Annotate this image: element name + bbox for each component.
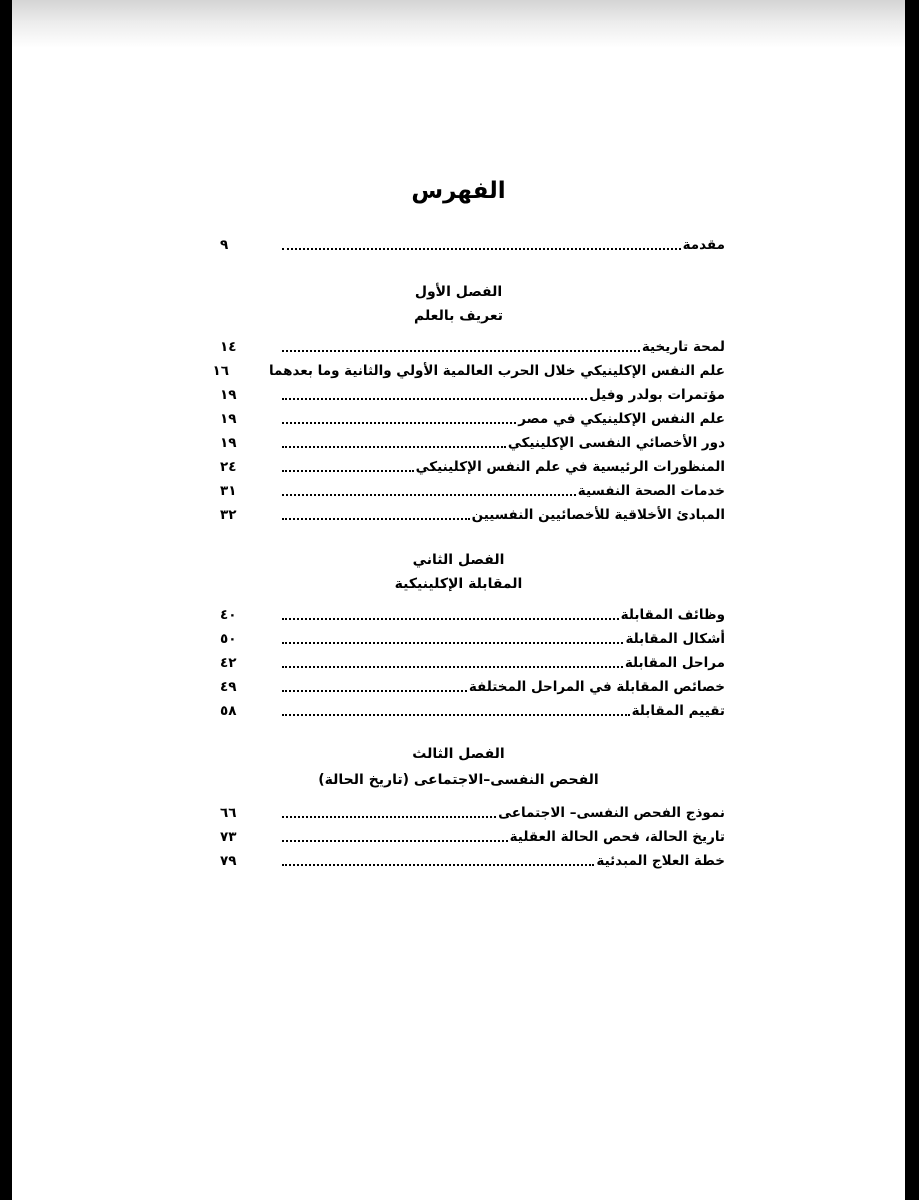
toc-entry-page: ٩	[220, 237, 229, 253]
toc-entry-page: ١٩	[220, 411, 237, 427]
dot-leader	[282, 470, 414, 472]
toc-entry-label: خصائص المقابلة في المراحل المختلفة	[468, 679, 725, 695]
toc-entry-page: ١٩	[220, 435, 237, 451]
toc-entry-page: ٣٢	[220, 507, 237, 523]
toc-entry-label: نموذج الفحص النفسى– الاجتماعى	[498, 805, 725, 821]
toc-entry	[220, 480, 725, 500]
toc-entry	[220, 504, 725, 524]
toc-entry	[212, 360, 725, 380]
toc-entry-page: ٤٠	[220, 607, 237, 623]
dot-leader	[282, 714, 630, 716]
dot-leader	[282, 666, 623, 668]
toc-entry-page: ٢٤	[220, 459, 237, 475]
dot-leader	[282, 398, 587, 400]
toc-entry-label: مقدمة	[682, 237, 725, 253]
toc-entry-label: تاريخ الحالة، فحص الحالة العقلية	[509, 829, 725, 845]
toc-entry	[220, 336, 725, 356]
toc-entry	[220, 628, 725, 648]
toc-entry-label: دور الأخصائي النفسى الإكلينيكي	[507, 435, 725, 451]
toc-entry	[220, 432, 725, 452]
chapter-1-heading: الفصل الأول	[414, 284, 503, 300]
toc-entry-label: وظائف المقابلة	[620, 607, 725, 623]
toc-entry	[220, 456, 725, 476]
chapter-3-heading: الفصل الثالث	[412, 746, 505, 762]
dot-leader	[282, 864, 594, 866]
dot-leader	[282, 494, 576, 496]
toc-entry-page: ٥٠	[220, 631, 237, 647]
dot-leader	[282, 690, 467, 692]
toc-entry-page: ١٦	[212, 363, 229, 379]
page-title: الفهرس	[411, 178, 506, 204]
dot-leader	[282, 350, 640, 352]
toc-entry-intro	[220, 234, 725, 254]
chapter-1-subtitle: تعريف بالعلم	[413, 308, 504, 324]
toc-entry-label: المبادئ الأخلاقية للأخصائيين النفسيين	[471, 507, 725, 523]
toc-entry-page: ٦٦	[220, 805, 237, 821]
chapter-2-subtitle: المقابلة الإكلينيكية	[394, 576, 523, 592]
toc-entry-page: ٥٨	[220, 703, 237, 719]
document-page	[12, 0, 905, 1200]
dot-leader	[282, 518, 470, 520]
dot-leader	[282, 642, 623, 644]
toc-entry	[220, 384, 725, 404]
dot-leader	[282, 816, 496, 818]
toc-entry	[220, 604, 725, 624]
dot-leader	[282, 446, 506, 448]
toc-entry-label: المنظورات الرئيسية في علم النفس الإكلينيكي	[415, 459, 725, 475]
toc-entry	[220, 802, 725, 822]
chapter-2-heading: الفصل الثاني	[412, 552, 505, 568]
toc-entry	[220, 700, 725, 720]
toc-entry-page: ١٤	[220, 339, 237, 355]
dot-leader	[282, 422, 516, 424]
toc-entry-page: ٧٩	[220, 853, 237, 869]
dot-leader	[282, 840, 508, 842]
toc-entry	[220, 408, 725, 428]
dot-leader	[282, 618, 619, 620]
toc-entry-label: أشكال المقابلة	[625, 631, 725, 647]
toc-entry-label: خطة العلاج المبدئية	[596, 853, 725, 869]
toc-entry	[220, 676, 725, 696]
toc-entry	[220, 652, 725, 672]
toc-entry	[220, 826, 725, 846]
toc-entry-label: مراحل المقابلة	[624, 655, 725, 671]
toc-entry-page: ١٩	[220, 387, 237, 403]
toc-entry-page: ٧٣	[220, 829, 237, 845]
toc-entry-page: ٣١	[220, 483, 237, 499]
toc-entry-page: ٤٩	[220, 679, 237, 695]
toc-entry-label: علم النفس الإكلينيكي في مصر	[518, 411, 725, 427]
table-of-contents	[12, 0, 905, 1200]
toc-entry-label: تقييم المقابلة	[631, 703, 725, 719]
toc-entry-label: خدمات الصحة النفسية	[577, 483, 725, 499]
dot-leader	[282, 248, 681, 250]
toc-entry-label: لمحة تاريخية	[641, 339, 725, 355]
toc-entry	[220, 850, 725, 870]
toc-entry-label: مؤتمرات بولدر وفيل	[589, 387, 725, 403]
toc-entry-page: ٤٢	[220, 655, 237, 671]
chapter-3-subtitle: الفحص النفسى–الاجتماعى (تاريخ الحالة)	[318, 772, 599, 788]
toc-entry-label: علم النفس الإكلينيكي خلال الحرب العالمية الأولي والثانية وما بعدهما	[268, 363, 725, 379]
